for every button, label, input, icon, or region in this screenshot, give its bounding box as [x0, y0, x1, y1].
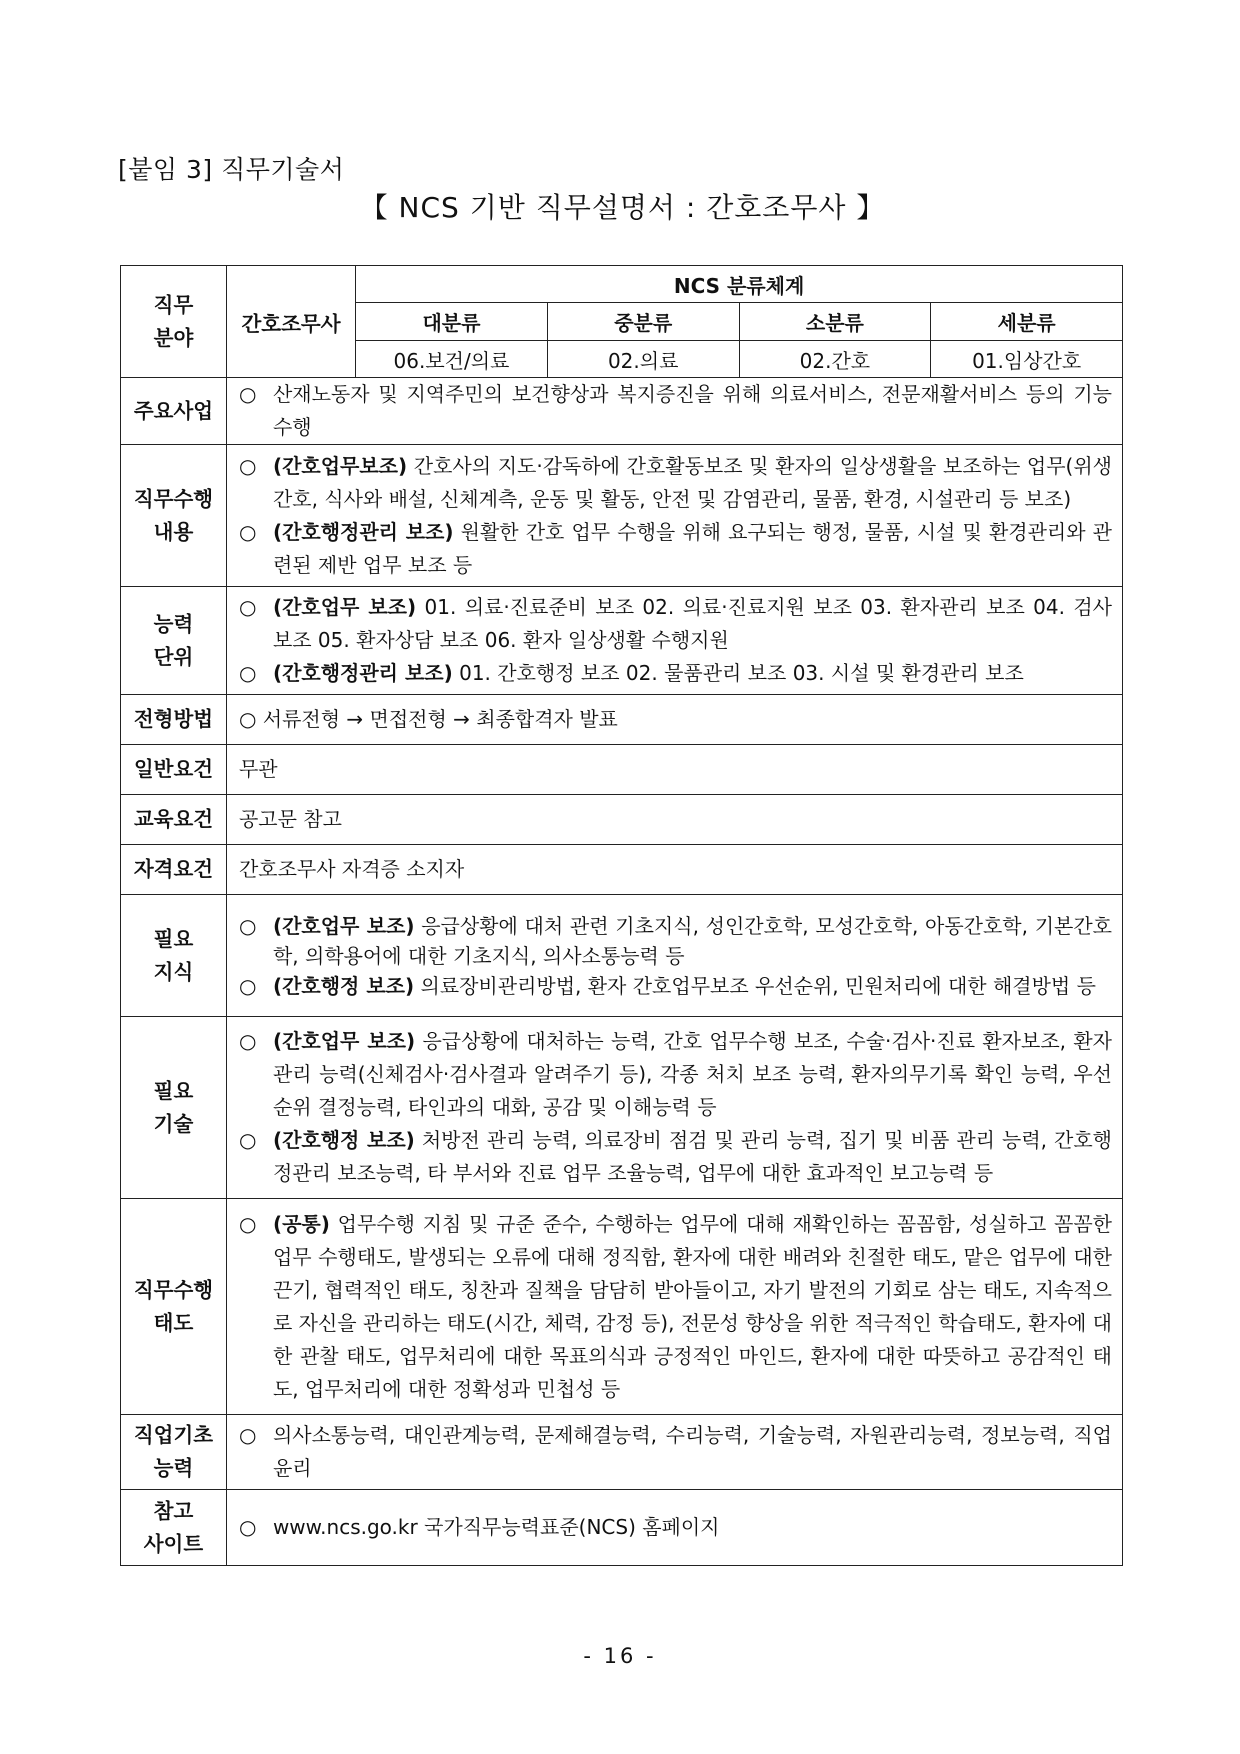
- item-text: 처방전 관리 능력, 의료장비 점검 및 관리 능력, 집기 및 비품 관리 능력, 간호행정관리 보조능력, 타 부서와 진료 업무 조율능력, 업무에 대한 효과적인 보고능력 등: [272, 1128, 1112, 1185]
- item-heading: (간호행정관리 보조): [272, 661, 453, 685]
- education-requirement-value: 공고문 참고: [226, 795, 1122, 845]
- list-item: [239, 1025, 1112, 1124]
- ncs-category-middle: 중분류: [547, 303, 739, 341]
- list-item: [239, 971, 1112, 1001]
- job-description-table: [120, 265, 1123, 1566]
- basic-competency-content: [226, 1415, 1122, 1490]
- list-item: [239, 1208, 1112, 1406]
- knowledge-label: 필요 지식: [121, 895, 227, 1017]
- job-name: 간호조무사: [226, 266, 355, 378]
- item-heading: (간호행정 보조): [272, 1128, 415, 1152]
- item-heading: (간호업무 보조): [272, 913, 415, 938]
- knowledge-content: [226, 895, 1122, 1017]
- selection-label: 전형방법: [121, 695, 227, 745]
- main-business-content: [226, 378, 1122, 445]
- list-item: [239, 1124, 1112, 1190]
- list-item: [239, 1419, 1112, 1485]
- list-item: [239, 911, 1112, 971]
- circle-bullet-icon: ○: [238, 973, 257, 998]
- job-field-label: 직무 분야: [121, 266, 227, 378]
- item-text: 간호사의 지도·감독하에 간호활동보조 및 환자의 일상생활을 보조하는 업무(위생 간호, 식사와 배설, 신체계측, 운동 및 활동, 안전 및 감염관리, 물품, 환경, 시설관리 등 보조): [272, 453, 1112, 511]
- list-item: [239, 378, 1112, 444]
- item-heading: (간호행정관리 보조): [272, 519, 454, 544]
- reference-site-label: 참고 사이트: [121, 1490, 227, 1566]
- selection-content: [226, 695, 1122, 745]
- ncs-value-detail: 01.임상간호: [931, 341, 1123, 378]
- list-item: [239, 450, 1112, 516]
- item-text: 응급상황에 대처 관련 기초지식, 성인간호학, 모성간호학, 아동간호학, 기본간호학, 의학용어에 대한 기초지식, 의사소통능력 등: [272, 913, 1112, 968]
- list-item: [239, 657, 1112, 690]
- item-text: 의사소통능력, 대인관계능력, 문제해결능력, 수리능력, 기술능력, 자원관리능력, 정보능력, 직업윤리: [272, 1423, 1112, 1480]
- circle-bullet-icon: ○: [238, 913, 257, 938]
- circle-bullet-icon: ○: [238, 382, 257, 406]
- attachment-label: [붙임 3] 직무기술서: [118, 155, 345, 184]
- circle-bullet-icon: ○: [238, 1423, 257, 1447]
- item-heading: (간호업무 보조): [272, 1029, 416, 1053]
- circle-bullet-icon: ○: [238, 1128, 257, 1152]
- list-item: [239, 591, 1112, 657]
- document-title: 【 NCS 기반 직무설명서 : 간호조무사 】: [359, 191, 886, 224]
- ncs-value-major: 06.보건/의료: [356, 341, 548, 378]
- circle-bullet-icon: ○: [238, 1029, 257, 1053]
- job-content-content: [226, 445, 1122, 587]
- item-text: 01. 간호행정 보조 02. 물품관리 보조 03. 시설 및 환경관리 보조: [452, 661, 1024, 685]
- skills-label: 필요 기술: [121, 1017, 227, 1199]
- reference-link[interactable]: www.ncs.go.kr 국가직무능력표준(NCS) 홈페이지: [272, 1515, 720, 1539]
- education-requirement-label: 교육요건: [121, 795, 227, 845]
- circle-bullet-icon: ○: [238, 1515, 257, 1539]
- circle-bullet-icon: ○: [238, 707, 257, 731]
- circle-bullet-icon: ○: [238, 453, 257, 478]
- reference-site-content: [226, 1490, 1122, 1566]
- item-text: 산재노동자 및 지역주민의 보건향상과 복지증진을 위해 의료서비스, 전문재활서비스 등의 기능 수행: [272, 382, 1112, 439]
- item-text: 응급상황에 대처하는 능력, 간호 업무수행 보조, 수술·검사·진료 환자보조, 환자관리 능력(신체검사·검사결과 알려주기 등), 각종 처치 보조 능력, 환자의무기록 확인 능력, 우선순위 결정능력, 타인과의 대화, 공감 및 이해능력 등: [272, 1029, 1112, 1119]
- item-text: 의료장비관리방법, 환자 간호업무보조 우선순위, 민원처리에 대한 해결방법 등: [414, 973, 1096, 998]
- circle-bullet-icon: ○: [238, 595, 257, 619]
- ncs-value-middle: 02.의료: [547, 341, 739, 378]
- list-item: [239, 516, 1112, 582]
- attitude-label: 직무수행 태도: [121, 1199, 227, 1415]
- competency-label: 능력 단위: [121, 587, 227, 695]
- list-item: [239, 1511, 1112, 1544]
- circle-bullet-icon: ○: [238, 519, 257, 544]
- competency-content: [226, 587, 1122, 695]
- general-requirement-value: 무관: [226, 745, 1122, 795]
- main-business-label: 주요사업: [121, 378, 227, 445]
- ncs-category-major: 대분류: [356, 303, 548, 341]
- ncs-category-minor: 소분류: [739, 303, 931, 341]
- item-text: 01. 의료·진료준비 보조 02. 의료·진료지원 보조 03. 환자관리 보조 04. 검사 보조 05. 환자상담 보조 06. 환자 일상생활 수행지원: [272, 595, 1112, 652]
- attitude-content: [226, 1199, 1122, 1415]
- item-text: 업무수행 지침 및 규준 준수, 수행하는 업무에 대해 재확인하는 꼼꼼함, 성실하고 꼼꼼한 업무 수행태도, 발생되는 오류에 대해 정직함, 환자에 대한 배려와 친절한 태도, 맡은 업무에 대한 끈기, 협력적인 태도, 칭찬과 질책을 담담히 받아들이고, 자기 발전의 기회로 삼는 태도, 지속적으로 자신을 관리하는 태도(시간, 체력, 감정 등), 전문성 향상을 위한 적극적인 학습태도, 환자에 대한 관찰 태도, 업무처리에 대한 목표의식과 긍정적인 마인드, 환자에 대한 따뜻하고 공감적인 태도, 업무처리에 대한 정확성과 민첩성 등: [272, 1211, 1112, 1401]
- item-heading: (간호업무보조): [272, 453, 408, 478]
- skills-content: [226, 1017, 1122, 1199]
- item-heading: (간호업무 보조): [272, 595, 417, 619]
- circle-bullet-icon: ○: [238, 1211, 257, 1236]
- item-text: 원활한 간호 업무 수행을 위해 요구되는 행정, 물품, 시설 및 환경관리와 관련된 제반 업무 보조 등: [272, 519, 1112, 577]
- item-text: 서류전형 → 면접전형 → 최종합격자 발표: [262, 707, 618, 731]
- ncs-header: NCS 분류체계: [356, 266, 1123, 303]
- circle-bullet-icon: ○: [238, 661, 257, 685]
- ncs-category-detail: 세분류: [931, 303, 1123, 341]
- item-heading: (간호행정 보조): [272, 973, 415, 998]
- qualification-requirement-value: 간호조무사 자격증 소지자: [226, 845, 1122, 895]
- ncs-value-minor: 02.간호: [739, 341, 931, 378]
- page-number: - 16 -: [583, 1644, 657, 1668]
- general-requirement-label: 일반요건: [121, 745, 227, 795]
- basic-competency-label: 직업기초 능력: [121, 1415, 227, 1490]
- job-content-label: 직무수행 내용: [121, 445, 227, 587]
- qualification-requirement-label: 자격요건: [121, 845, 227, 895]
- item-heading: (공통): [272, 1211, 330, 1236]
